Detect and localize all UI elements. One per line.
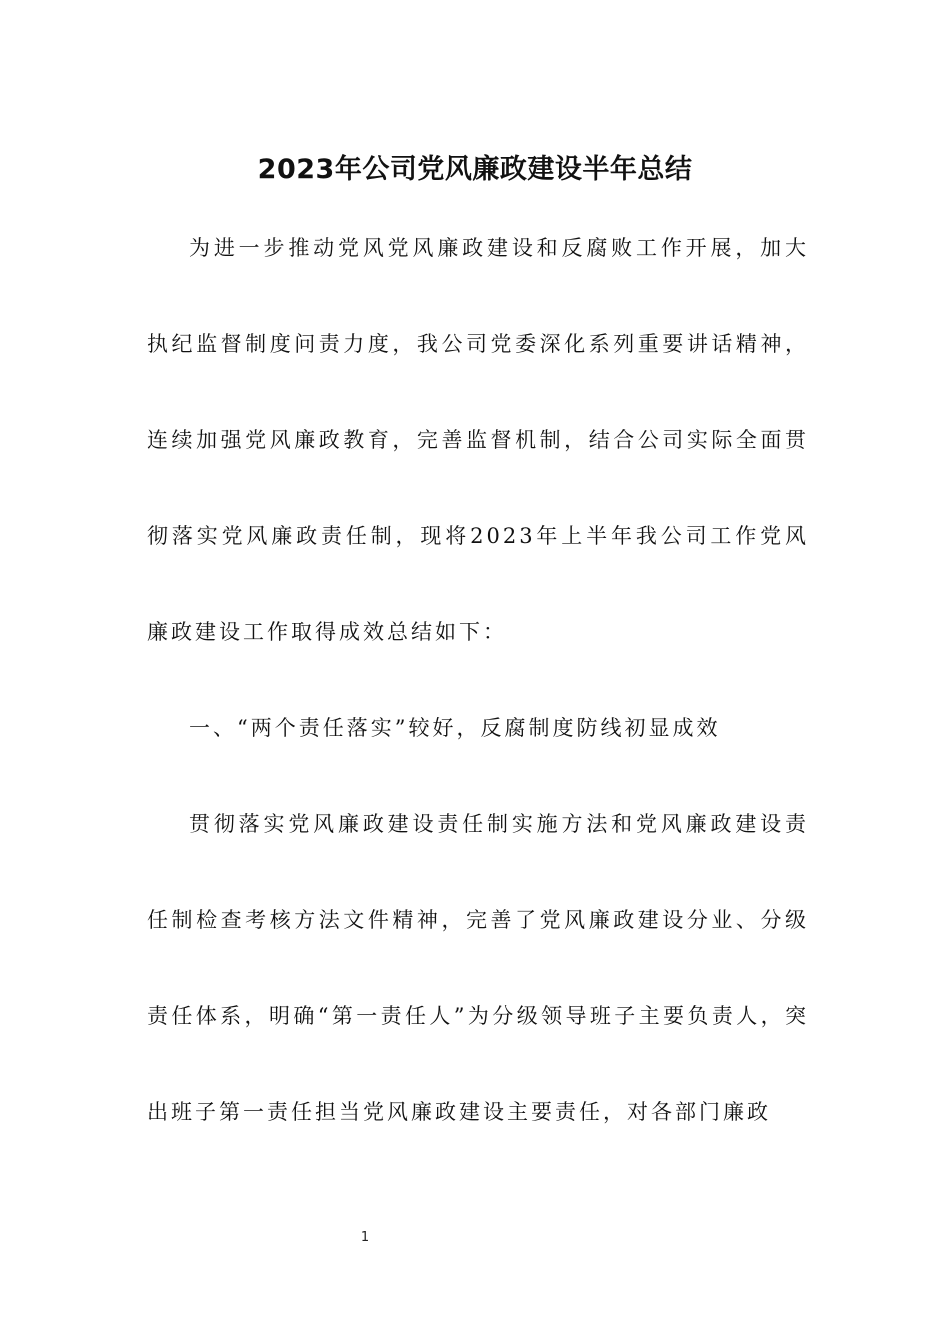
page-number: 1 xyxy=(360,1230,370,1245)
document-body xyxy=(147,200,809,1160)
document-title: 2023年公司党风廉政建设半年总结 xyxy=(257,154,693,186)
section-heading-1: 一、“两个责任落实”较好，反腐制度防线初显成效 xyxy=(189,716,721,740)
intro-paragraph: 为进一步推动党风党风廉政建设和反腐败工作开展，加大执纪监督制度问责力度，我公司党委深化系列重要讲话精神，连续加强党风廉政教育，完善监督机制，结合公司实际全面贯彻落实党风廉政责任制，现将2023年上半年我公司工作党风廉政建设工作取得成效总结如下： xyxy=(147,236,809,644)
section-1-paragraph: 贯彻落实党风廉政建设责任制实施方法和党风廉政建设责任制检查考核方法文件精神，完善了党风廉政建设分业、分级责任体系，明确“第一责任人”为分级领导班子主要负责人，突出班子第一责任担当党风廉政建设主要责任，对各部门廉政 xyxy=(147,812,809,1124)
